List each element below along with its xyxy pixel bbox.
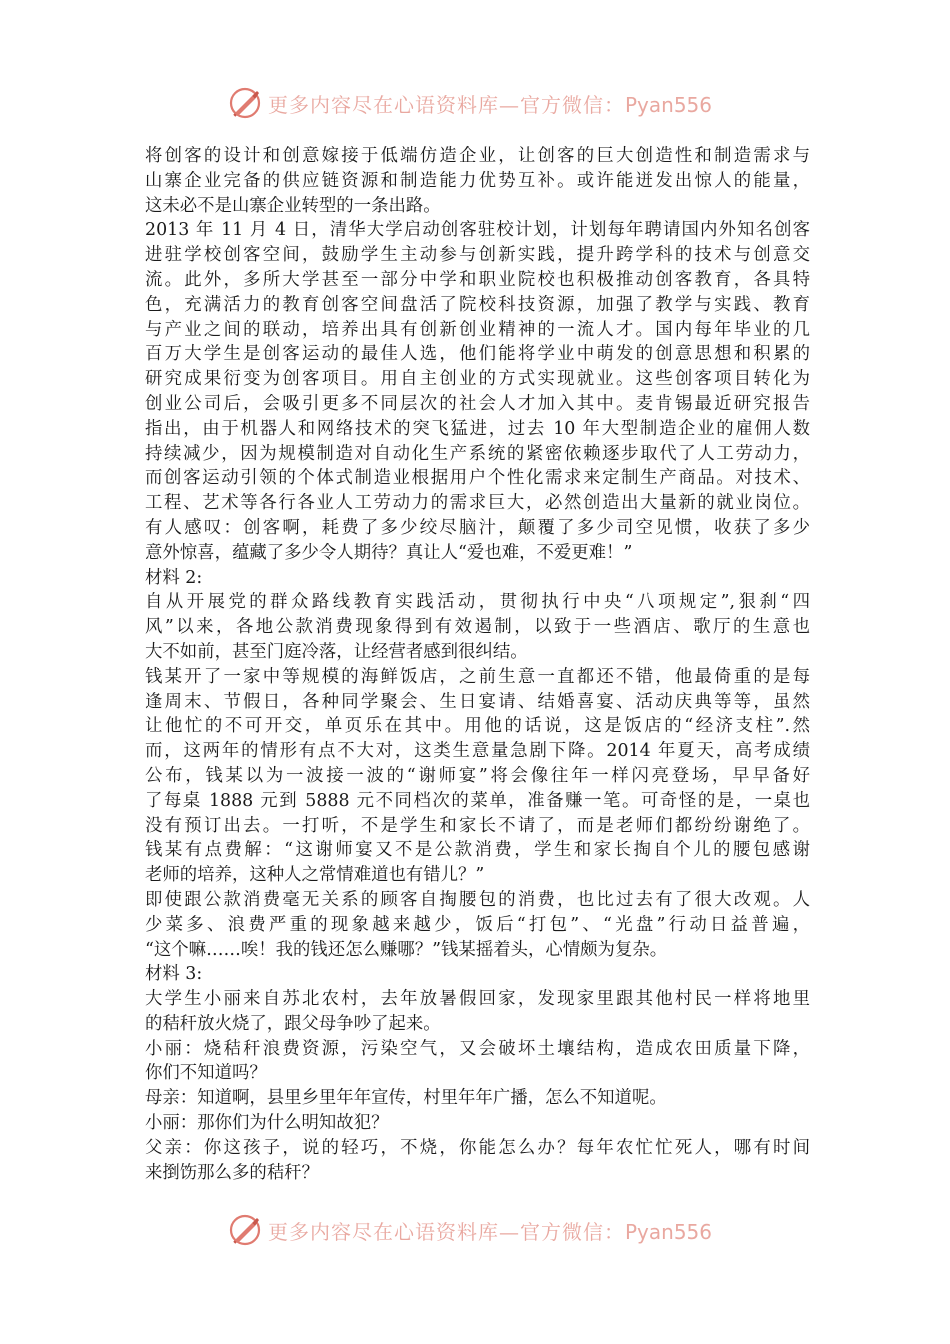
text-line: 与产业之间的联动，培养出具有创新创业精神的一流人才。国内每年毕业的几 <box>145 319 810 340</box>
text-line: 色，充满活力的教育创客空间盘活了院校科技资源，加强了教学与实践、教育 <box>145 294 810 315</box>
banner-text-cn: 更多内容尽在心语资料库—官方微信： <box>268 1219 625 1244</box>
text-line: 指出，由于机器人和网络技术的突飞猛进，过去 10 年大型制造企业的雇佣人数 <box>145 418 810 439</box>
text-line: 有人感叹：创客啊，耗费了多少绞尽脑汁，颠覆了多少司空见惯，收获了多少 <box>145 517 810 538</box>
text-line: 逢周末、节假日，各种同学聚会、生日宴请、结婚喜宴、活动庆典等等，虽然 <box>145 691 810 712</box>
text-line: 进驻学校创客空间，鼓励学生主动参与创新实践，提升跨学科的技术与创意交 <box>145 245 810 266</box>
text-line: 你们不知道吗？ <box>145 1063 267 1084</box>
text-line: 父亲：你这孩子，说的轻巧，不烧，你能怎么办？每年农忙忙死人，哪有时间 <box>145 1137 810 1158</box>
brush-pen-icon <box>228 86 262 120</box>
text-line: 工程、艺术等各行各业人工劳动力的需求巨大，必然创造出大量新的就业岗位。 <box>145 493 810 514</box>
header-banner <box>228 86 728 120</box>
text-line: 意外惊喜，蕴藏了多少令人期待？真让人“爱也难，不爱更难！” <box>145 542 633 563</box>
text-line: 自从开展党的群众路线教育实践活动，贯彻执行中央“八项规定”,狠刹“四 <box>145 592 810 613</box>
banner-text-cn: 更多内容尽在心语资料库—官方微信： <box>268 92 625 117</box>
text-line: 创业公司后，会吸引更多不同层次的社会人才加入其中。麦肯锡最近研究报告 <box>145 393 810 414</box>
text-line: 风”以来，各地公款消费现象得到有效遏制，以致于一些酒店、歌厅的生意也 <box>145 617 810 638</box>
section-heading: 材料 3: <box>145 964 203 985</box>
text-line: 持续减少，因为规模制造对自动化生产系统的紧密依赖逐步取代了人工劳动力， <box>145 443 810 464</box>
text-line: 而，这两年的情形有点不大对，这类生意量急剧下降。2014 年夏天，高考成绩 <box>145 741 810 762</box>
banner-text-id: Pyan556 <box>625 92 713 117</box>
text-line: 百万大学生是创客运动的最佳人选，他们能将学业中萌发的创意思想和积累的 <box>145 344 810 365</box>
text-line: 来捯饬那么多的秸秆？ <box>145 1162 319 1183</box>
text-line: 大学生小丽来自苏北农村，去年放暑假回家，发现家里跟其他村民一样将地里 <box>145 989 810 1010</box>
text-line: 即使跟公款消费毫无关系的顾客自掏腰包的消费，也比过去有了很大改观。人 <box>145 889 810 910</box>
banner-text-id: Pyan556 <box>625 1219 713 1244</box>
text-line: 少菜多、浪费严重的现象越来越少，饭后“打包”、“光盘”行动日益普遍， <box>145 914 810 935</box>
text-line: 将创客的设计和创意嫁接于低端仿造企业，让创客的巨大创造性和制造需求与 <box>145 146 810 166</box>
text-line: 的秸秆放火烧了，跟父母争吵了起来。 <box>145 1013 441 1034</box>
banner-text <box>268 1216 712 1245</box>
text-line: “这个嘛……唉！我的钱还怎么赚哪？”钱某摇着头，心情颇为复杂。 <box>145 939 668 960</box>
text-line: 小丽：烧秸秆浪费资源，污染空气，又会破坏土壤结构，造成农田质量下降， <box>145 1038 810 1059</box>
text-line: 老师的培养，这种人之常情难道也有错儿？” <box>145 865 485 886</box>
banner-text <box>268 89 712 118</box>
text-line: 钱某开了一家中等规模的海鲜饭店，之前生意一直都还不错，他最倚重的是每 <box>145 666 810 687</box>
footer-banner <box>228 1213 728 1247</box>
text-line: 山寨企业完备的供应链资源和制造能力优势互补。或许能迸发出惊人的能量， <box>145 170 810 191</box>
text-line: 流。此外，多所大学甚至一部分中学和职业院校也积极推动创客教育，各具特 <box>145 269 810 290</box>
text-line: 小丽：那你们为什么明知故犯？ <box>145 1113 389 1134</box>
text-line: 公布，钱某以为一波接一波的“谢师宴”将会像往年一样闪亮登场，早早备好 <box>145 765 810 786</box>
body-text <box>145 144 810 1185</box>
text-line: 大不如前，甚至门庭冷落，让经营者感到很纠结。 <box>145 641 528 662</box>
section-heading: 材料 2: <box>145 567 203 588</box>
text-line: 没有预订出去。一打听，不是学生和家长不请了，而是老师们都纷纷谢绝了。 <box>145 815 810 836</box>
text-line: 这未必不是山寨企业转型的一条出路。 <box>145 195 441 216</box>
brush-pen-icon <box>228 1213 262 1247</box>
text-line: 2013 年 11 月 4 日，清华大学启动创客驻校计划，计划每年聘请国内外知名创客 <box>145 220 810 241</box>
text-line: 了每桌 1888 元到 5888 元不同档次的菜单，准备赚一笔。可奇怪的是，一桌也 <box>145 790 810 811</box>
text-line: 让他忙的不可开交，单页乐在其中。用他的话说，这是饭店的“经济支柱”.然 <box>145 716 810 737</box>
text-line: 而创客运动引领的个体式制造业根据用户个性化需求来定制生产商品。对技术、 <box>145 468 810 489</box>
text-line: 研究成果衍变为创客项目。用自主创业的方式实现就业。这些创客项目转化为 <box>145 369 810 390</box>
text-line: 钱某有点费解：“这谢师宴又不是公款消费，学生和家长掏自个儿的腰包感谢 <box>145 840 810 861</box>
text-line: 母亲：知道啊，县里乡里年年宣传，村里年年广播，怎么不知道呢。 <box>145 1088 667 1109</box>
